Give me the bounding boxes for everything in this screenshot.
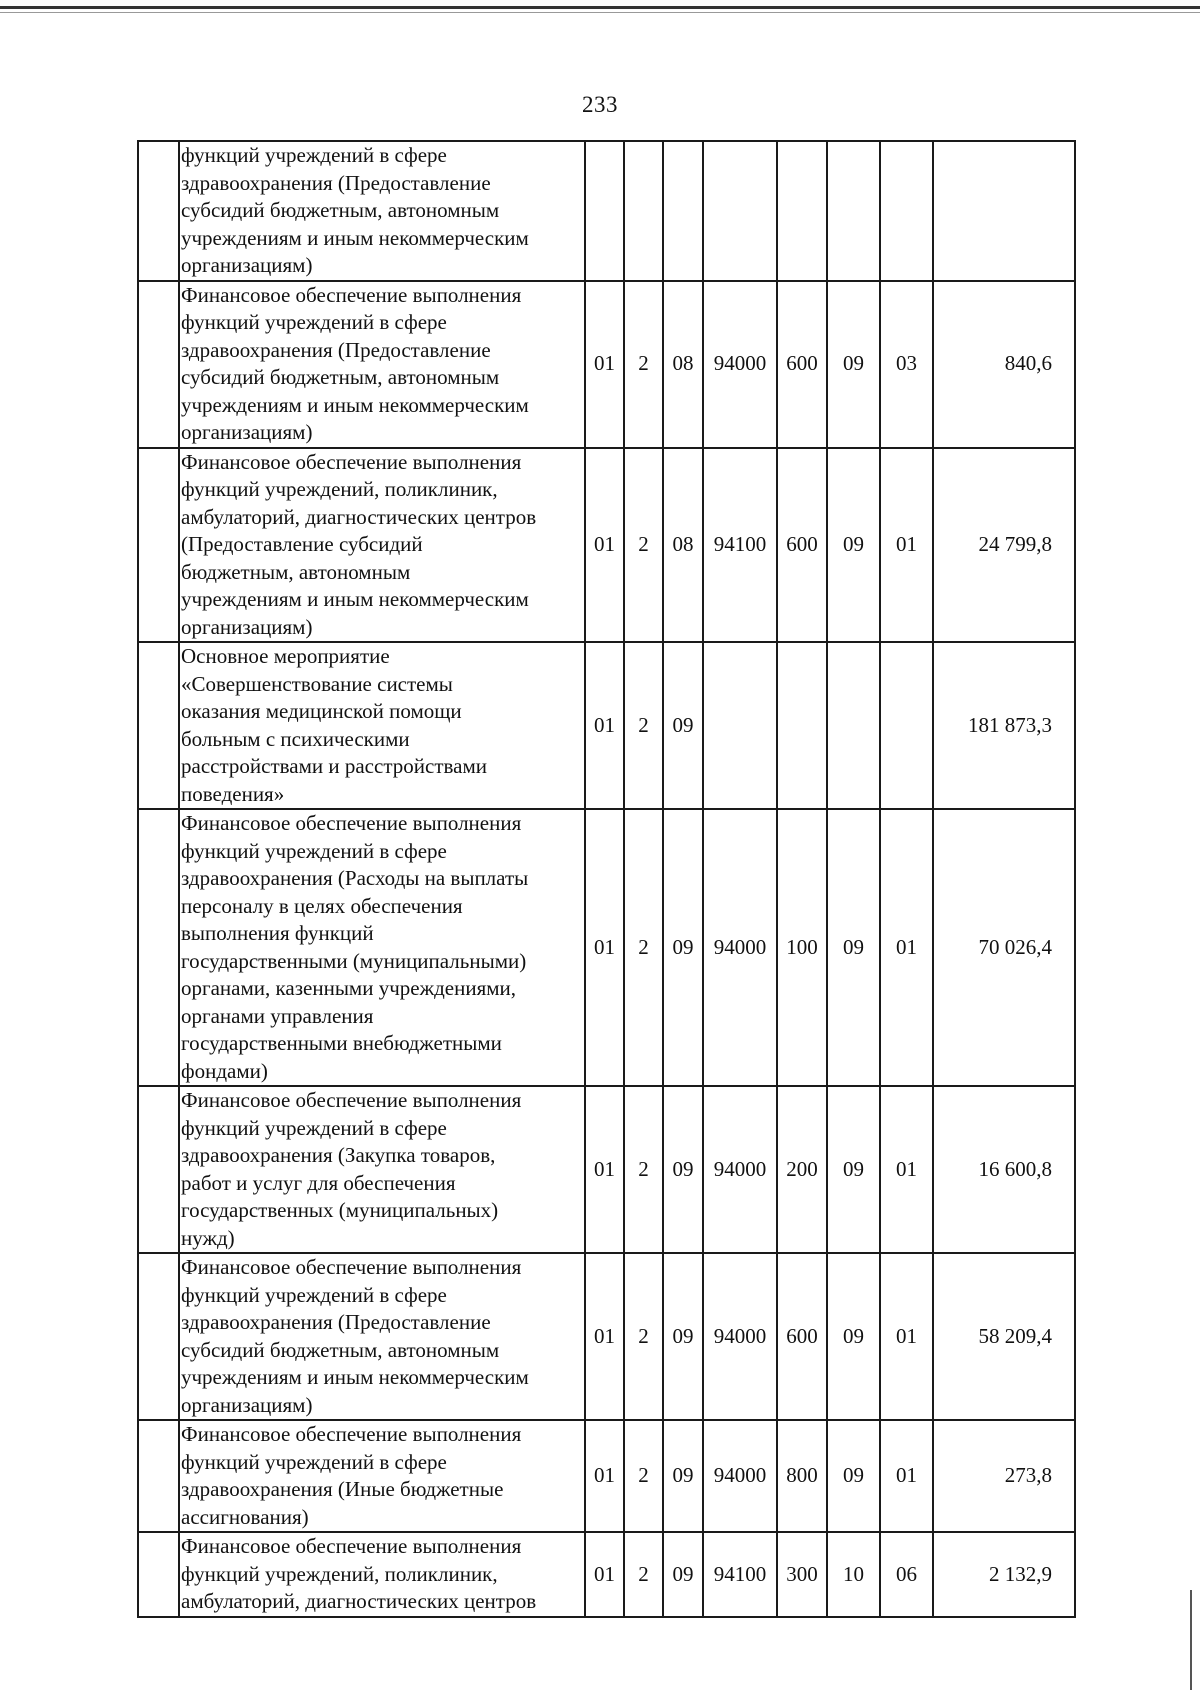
section-code-cell: 09 [827, 448, 880, 643]
table-row [138, 1532, 1075, 1617]
row-number-cell [138, 1253, 179, 1420]
row-number-cell [138, 642, 179, 809]
description-line: функций учреждений в сфере [181, 1449, 447, 1474]
subprogram-code-cell: 2 [624, 1420, 663, 1532]
subsection-code-cell: 01 [880, 1086, 933, 1253]
amount-cell: 840,6 [933, 281, 1075, 448]
description-line: «Совершенствование системы [181, 671, 453, 696]
description-line: Финансовое обеспечение выполнения [181, 449, 522, 474]
amount-cell: 24 799,8 [933, 448, 1075, 643]
description-line: учреждениям и иным некоммерческим [181, 587, 529, 611]
description-line: учреждениям и иным некоммерческим [181, 1365, 529, 1389]
description-line: органами управления [181, 1003, 374, 1028]
description-cell [179, 809, 585, 1086]
row-number-cell [138, 809, 179, 1086]
subprogram-code-cell: 2 [624, 448, 663, 643]
program-code-cell: 01 [585, 1086, 624, 1253]
description-line: (Предоставление субсидий [181, 532, 423, 556]
row-number-cell [138, 1086, 179, 1253]
table-row [138, 1253, 1075, 1420]
description-cell [179, 141, 585, 281]
description-line: учреждениям и иным некоммерческим [181, 225, 529, 250]
measure-code-cell: 08 [663, 281, 703, 448]
table-row [138, 141, 1075, 281]
description-line: функций учреждений, поликлиник, [181, 477, 498, 501]
section-code-cell: 09 [827, 1253, 880, 1420]
subsection-code-cell: 01 [880, 448, 933, 643]
section-code-cell: 10 [827, 1532, 880, 1617]
program-code-cell: 01 [585, 1253, 624, 1420]
description-line: Финансовое обеспечение выполнения [181, 1422, 522, 1446]
subsection-code-cell [880, 141, 933, 281]
subsection-code-cell: 01 [880, 809, 933, 1086]
description-line: функций учреждений в сфере [181, 143, 447, 167]
table-row [138, 1420, 1075, 1532]
description-line: работ и услуг для обеспечения [181, 1170, 456, 1195]
expense-type-code-cell: 800 [777, 1420, 827, 1532]
description-line: Основное мероприятие [181, 644, 390, 668]
description-line: здравоохранения (Предоставление [181, 337, 491, 362]
amount-cell: 273,8 [933, 1420, 1075, 1532]
subsection-code-cell: 01 [880, 1420, 933, 1532]
row-number-cell [138, 281, 179, 448]
description-line: амбулаторий, диагностических центров [181, 1589, 537, 1613]
description-cell [179, 448, 585, 643]
description-line: функций учреждений в сфере [181, 838, 447, 863]
measure-code-cell: 08 [663, 448, 703, 643]
expense-type-code-cell: 300 [777, 1532, 827, 1617]
direction-code-cell: 94000 [703, 1253, 777, 1420]
description-line: учреждениям и иным некоммерческим [181, 392, 529, 417]
description-line: амбулаторий, диагностических центров [181, 504, 537, 529]
description-line: расстройствами и расстройствами [181, 754, 487, 778]
subsection-code-cell: 06 [880, 1532, 933, 1617]
description-line: здравоохранения (Предоставление [181, 170, 491, 195]
expense-type-code-cell: 100 [777, 809, 827, 1086]
description-line: функций учреждений в сфере [181, 1282, 447, 1307]
description-line: Финансовое обеспечение выполнения [181, 1255, 522, 1279]
direction-code-cell: 94000 [703, 281, 777, 448]
description-line: Финансовое обеспечение выполнения [181, 1088, 522, 1112]
subprogram-code-cell: 2 [624, 281, 663, 448]
section-code-cell: 09 [827, 1420, 880, 1532]
description-line: больным с психическими [181, 726, 410, 751]
amount-cell: 2 132,9 [933, 1532, 1075, 1617]
description-line: Финансовое обеспечение выполнения [181, 811, 522, 835]
description-line: поведения» [181, 781, 285, 806]
description-cell [179, 642, 585, 809]
description-line: функций учреждений в сфере [181, 1115, 447, 1140]
program-code-cell: 01 [585, 642, 624, 809]
description-cell [179, 1532, 585, 1617]
description-line: нужд) [181, 1225, 235, 1250]
direction-code-cell: 94000 [703, 1420, 777, 1532]
direction-code-cell [703, 642, 777, 809]
description-line: бюджетным, автономным [181, 559, 411, 584]
program-code-cell: 01 [585, 1420, 624, 1532]
program-code-cell: 01 [585, 809, 624, 1086]
measure-code-cell: 09 [663, 1420, 703, 1532]
expense-type-code-cell: 600 [777, 281, 827, 448]
description-cell [179, 1086, 585, 1253]
amount-cell: 70 026,4 [933, 809, 1075, 1086]
description-line: органами, казенными учреждениями, [181, 976, 517, 1000]
description-line: организациям) [181, 420, 313, 444]
measure-code-cell: 09 [663, 642, 703, 809]
description-line: государственных (муниципальных) [181, 1198, 499, 1222]
table-row [138, 1086, 1075, 1253]
expense-type-code-cell [777, 141, 827, 281]
subprogram-code-cell: 2 [624, 1086, 663, 1253]
scan-edge-mark [1190, 1590, 1192, 1690]
expense-type-code-cell: 600 [777, 1253, 827, 1420]
description-line: фондами) [181, 1058, 268, 1083]
table-row [138, 809, 1075, 1086]
description-cell [179, 1420, 585, 1532]
subprogram-code-cell: 2 [624, 1532, 663, 1617]
table-row [138, 642, 1075, 809]
description-line: субсидий бюджетным, автономным [181, 198, 500, 222]
row-number-cell [138, 1420, 179, 1532]
description-line: оказания медицинской помощи [181, 699, 462, 723]
amount-cell: 16 600,8 [933, 1086, 1075, 1253]
subsection-code-cell: 01 [880, 1253, 933, 1420]
description-line: здравоохранения (Иные бюджетные [181, 1477, 504, 1501]
section-code-cell [827, 642, 880, 809]
budget-table [137, 140, 1076, 1618]
subprogram-code-cell: 2 [624, 1253, 663, 1420]
description-line: государственными (муниципальными) [181, 948, 527, 973]
table-row [138, 448, 1075, 643]
top-border-rule-thin [0, 12, 1200, 13]
program-code-cell: 01 [585, 448, 624, 643]
description-line: организациям) [181, 614, 313, 639]
top-border-rule [0, 6, 1200, 9]
measure-code-cell: 09 [663, 1532, 703, 1617]
description-line: здравоохранения (Расходы на выплаты [181, 866, 529, 890]
description-line: ассигнования) [181, 1504, 309, 1529]
section-code-cell: 09 [827, 281, 880, 448]
amount-cell [933, 141, 1075, 281]
subprogram-code-cell [624, 141, 663, 281]
subprogram-code-cell: 2 [624, 642, 663, 809]
row-number-cell [138, 141, 179, 281]
row-number-cell [138, 448, 179, 643]
program-code-cell: 01 [585, 281, 624, 448]
subsection-code-cell [880, 642, 933, 809]
description-line: персоналу в целях обеспечения [181, 893, 463, 918]
direction-code-cell: 94000 [703, 809, 777, 1086]
description-line: Финансовое обеспечение выполнения [181, 282, 522, 307]
description-line: субсидий бюджетным, автономным [181, 1337, 500, 1362]
section-code-cell [827, 141, 880, 281]
measure-code-cell: 09 [663, 809, 703, 1086]
measure-code-cell [663, 141, 703, 281]
section-code-cell: 09 [827, 809, 880, 1086]
expense-type-code-cell [777, 642, 827, 809]
table-body [138, 141, 1075, 1617]
program-code-cell [585, 141, 624, 281]
description-line: функций учреждений, поликлиник, [181, 1561, 498, 1586]
section-code-cell: 09 [827, 1086, 880, 1253]
page-number: 233 [582, 92, 618, 117]
description-cell [179, 281, 585, 448]
direction-code-cell: 94000 [703, 1086, 777, 1253]
measure-code-cell: 09 [663, 1086, 703, 1253]
description-line: субсидий бюджетным, автономным [181, 365, 500, 389]
direction-code-cell: 94100 [703, 1532, 777, 1617]
table-row [138, 281, 1075, 448]
description-line: организациям) [181, 253, 313, 277]
amount-cell: 58 209,4 [933, 1253, 1075, 1420]
subprogram-code-cell: 2 [624, 809, 663, 1086]
description-line: организациям) [181, 1392, 313, 1417]
description-cell [179, 1253, 585, 1420]
direction-code-cell: 94100 [703, 448, 777, 643]
program-code-cell: 01 [585, 1532, 624, 1617]
description-line: Финансовое обеспечение выполнения [181, 1534, 522, 1558]
subsection-code-cell: 03 [880, 281, 933, 448]
row-number-cell [138, 1532, 179, 1617]
description-line: здравоохранения (Предоставление [181, 1310, 491, 1334]
amount-cell: 181 873,3 [933, 642, 1075, 809]
expense-type-code-cell: 600 [777, 448, 827, 643]
direction-code-cell [703, 141, 777, 281]
measure-code-cell: 09 [663, 1253, 703, 1420]
description-line: функций учреждений в сфере [181, 310, 447, 334]
description-line: здравоохранения (Закупка товаров, [181, 1143, 496, 1167]
description-line: выполнения функций [181, 921, 374, 945]
description-line: государственными внебюджетными [181, 1031, 502, 1055]
expense-type-code-cell: 200 [777, 1086, 827, 1253]
